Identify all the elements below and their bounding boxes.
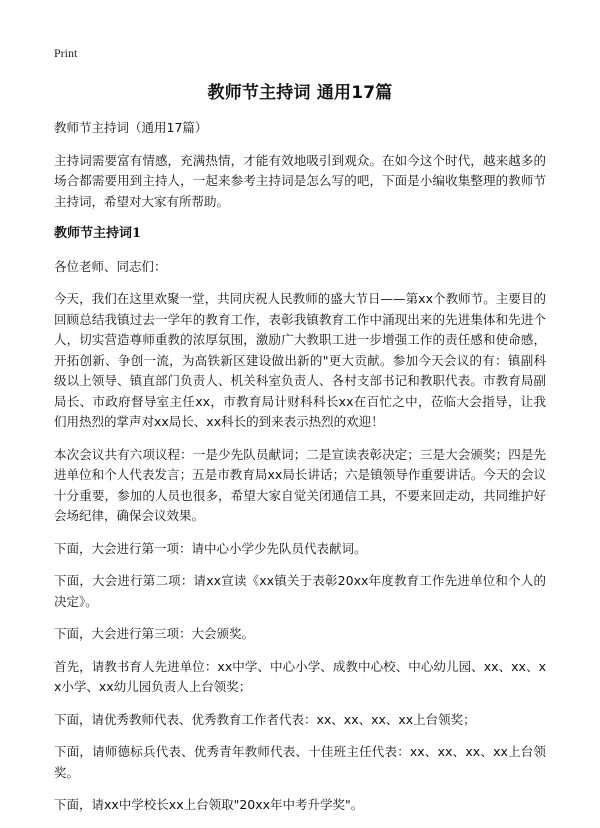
paragraph-item-1: 下面，大会进行第一项：请中心小学少先队员代表献词。 [54,540,367,556]
paragraph-award-units: 首先，请教书育人先进单位：xx中学、中心小学、成教中心校、中心幼儿园、xx、xx、xx小学、xx幼儿园负责人上台领奖； [54,658,546,694]
document-title: 教师节主持词 通用17篇 [207,83,393,103]
document-subtitle: 教师节主持词（通用17篇） [54,120,208,135]
paragraph-award-models: 下面，请师德标兵代表、优秀青年教师代表、十佳班主任代表：xx、xx、xx、xx上台领奖。 [54,744,546,780]
paragraph-award-school: 下面，请xx中学校长xx上台领取"20xx年中考升学奖"。 [54,797,364,812]
print-label[interactable]: Print [54,46,78,60]
paragraph-item-2: 下面，大会进行第二项：请xx宣读《xx镇关于表彰20xx年度教育工作先进单位和个人的决定》。 [54,573,546,609]
section-heading: 教师节主持词1 [54,226,142,241]
intro-paragraph: 主持词需要富有情感，充满热情，才能有效地吸引到观众。在如今这个时代，越来越多的场合都需要用到主持人，一起来参考主持词是怎么写的吧，下面是小编收集整理的教师节主持词，希望对大家有所帮助。 [54,152,546,209]
paragraph-item-3: 下面，大会进行第三项：大会颁奖。 [54,626,255,641]
document-body [54,118,546,828]
paragraph-greeting: 各位老师、同志们： [54,258,167,274]
paragraph-opening: 今天，我们在这里欢聚一堂，共同庆祝人民教师的盛大节日——第xx个教师节。主要目的回顾总结我镇过去一学年的教育工作，表彰我镇教育工作中涌现出来的先进集体和先进个人，切实营造尊师重教的浓厚氛围，激励广大教职工进一步增强工作的责任感和使命感，开拓创新、争创一流，为高铁新区建设做出新的"更大贡献。参加今天会议的有：镇副科级以上领导、镇直部门负责人、机关科室负责人、各村支部书记和教职代表。市教育局副局长、市政府督导室主任xx，市教育局计财科科长xx在百忙之中，莅临大会指导，让我们用热烈的掌声对xx局长、xx科长的到来表示热烈的欢迎！ [54,291,546,429]
paragraph-award-teachers: 下面，请优秀教师代表、优秀教育工作者代表：xx、xx、xx、xx上台领奖； [54,711,476,727]
paragraph-agenda: 本次会议共有六项议程：一是少先队员献词；二是宣读表彰决定；三是大会颁奖；四是先进单位和个人代表发言；五是市教育局xx局长讲话；六是镇领导作重要讲话。今天的会议十分重要，参加的人员也很多，希望大家自觉关闭通信工具，不要来回走动，共同维护好会场纪律，确保会议效果。 [54,446,546,523]
